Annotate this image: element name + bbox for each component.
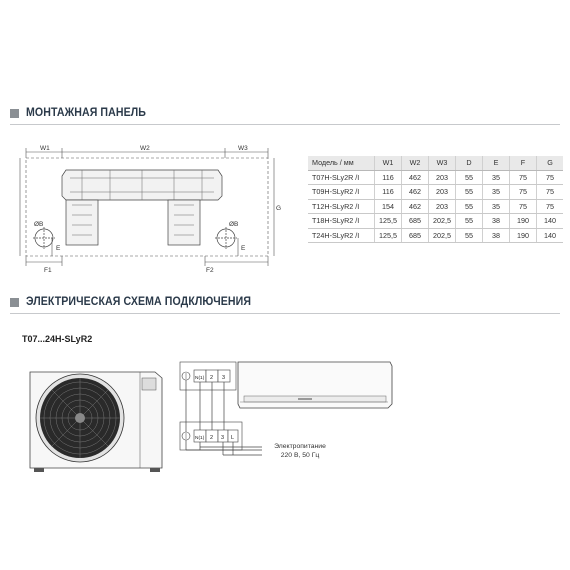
terminal-label: 3 bbox=[222, 375, 226, 381]
table-cell: 685 bbox=[402, 214, 429, 229]
model-cell: T07H-SLy2R /I bbox=[308, 170, 375, 185]
table-cell: 55 bbox=[456, 185, 483, 200]
terminal-label: 2 bbox=[210, 375, 214, 381]
table-cell: 685 bbox=[402, 228, 429, 243]
dim-w3-label: W3 bbox=[238, 145, 248, 152]
model-range-label: T07...24H-SLyR2 bbox=[22, 334, 93, 344]
table-cell: 203 bbox=[429, 170, 456, 185]
table-cell: 35 bbox=[483, 185, 510, 200]
table-cell: 55 bbox=[456, 228, 483, 243]
dim-w2-label: W2 bbox=[140, 145, 150, 152]
table-row bbox=[308, 199, 563, 214]
table-row bbox=[308, 214, 563, 229]
column-header: E bbox=[483, 156, 510, 170]
model-cell: T18H-SLyR2 /I bbox=[308, 214, 375, 229]
table-cell: 202,5 bbox=[429, 214, 456, 229]
column-header: W2 bbox=[402, 156, 429, 170]
table-cell: 462 bbox=[402, 199, 429, 214]
terminal-label: 2 bbox=[210, 435, 214, 441]
table-cell: 140 bbox=[537, 214, 564, 229]
mounting-panel-diagram bbox=[0, 0, 300, 290]
table-cell: 55 bbox=[456, 214, 483, 229]
table-cell: 35 bbox=[483, 170, 510, 185]
table-cell: 55 bbox=[456, 170, 483, 185]
section-header-wiring bbox=[10, 296, 271, 308]
table-cell: 75 bbox=[510, 199, 537, 214]
wiring-diagram bbox=[0, 340, 570, 480]
dim-e-left-label: E bbox=[56, 245, 61, 252]
column-header: F bbox=[510, 156, 537, 170]
table-header-row bbox=[308, 156, 563, 170]
table-cell: 55 bbox=[456, 199, 483, 214]
column-header: D bbox=[456, 156, 483, 170]
dim-f2-label: F2 bbox=[206, 267, 214, 274]
dim-d-right-label: ØB bbox=[229, 221, 239, 228]
column-header: W3 bbox=[429, 156, 456, 170]
table-cell: 125,5 bbox=[375, 228, 402, 243]
terminal-block-top bbox=[180, 362, 236, 390]
terminal-label: 3 bbox=[221, 435, 225, 441]
terminal-label: N(1) bbox=[195, 376, 205, 381]
table-cell: 116 bbox=[375, 170, 402, 185]
terminal-label: L bbox=[231, 435, 235, 441]
table-cell: 75 bbox=[510, 170, 537, 185]
section-title: МОНТАЖНАЯ ПАНЕЛЬ bbox=[26, 107, 146, 119]
section-divider bbox=[10, 313, 560, 314]
table-cell: 75 bbox=[537, 185, 564, 200]
terminal-label: N(1) bbox=[195, 436, 205, 441]
model-cell: T09H-SLyR2 /I bbox=[308, 185, 375, 200]
table-cell: 190 bbox=[510, 228, 537, 243]
table-cell: 75 bbox=[537, 170, 564, 185]
table-cell: 75 bbox=[510, 185, 537, 200]
section-title: ЭЛЕКТРИЧЕСКАЯ СХЕМА ПОДКЛЮЧЕНИЯ bbox=[26, 296, 252, 308]
dim-f1-label: F1 bbox=[44, 267, 52, 274]
table-cell: 202,5 bbox=[429, 228, 456, 243]
model-cell: T12H-SLyR2 /I bbox=[308, 199, 375, 214]
table-cell: 190 bbox=[510, 214, 537, 229]
indoor-unit bbox=[238, 362, 392, 408]
power-supply-spec: 220 В, 50 Гц bbox=[280, 452, 320, 459]
table-cell: 462 bbox=[402, 170, 429, 185]
table-row bbox=[308, 185, 563, 200]
table-cell: 462 bbox=[402, 185, 429, 200]
power-supply-label: Электропитание bbox=[274, 443, 326, 450]
table-cell: 38 bbox=[483, 214, 510, 229]
model-cell: T24H-SLyR2 /I bbox=[308, 228, 375, 243]
table-row bbox=[308, 228, 563, 243]
dim-w1-label: W1 bbox=[40, 145, 50, 152]
table-cell: 38 bbox=[483, 228, 510, 243]
column-header: W1 bbox=[375, 156, 402, 170]
table-cell: 140 bbox=[537, 228, 564, 243]
outdoor-unit bbox=[30, 372, 162, 472]
column-header: Модель / мм bbox=[308, 156, 375, 170]
table-cell: 116 bbox=[375, 185, 402, 200]
dim-d-left-label: ØB bbox=[34, 221, 44, 228]
table-cell: 203 bbox=[429, 185, 456, 200]
section-marker bbox=[10, 298, 19, 307]
dim-g-label: G bbox=[276, 205, 282, 212]
table-cell: 75 bbox=[537, 199, 564, 214]
table-row bbox=[308, 170, 563, 185]
table-cell: 125,5 bbox=[375, 214, 402, 229]
dimensions-table bbox=[308, 156, 563, 243]
table-cell: 35 bbox=[483, 199, 510, 214]
table-cell: 203 bbox=[429, 199, 456, 214]
dim-e-right-label: E bbox=[241, 245, 246, 252]
table-cell: 154 bbox=[375, 199, 402, 214]
column-header: G bbox=[537, 156, 564, 170]
